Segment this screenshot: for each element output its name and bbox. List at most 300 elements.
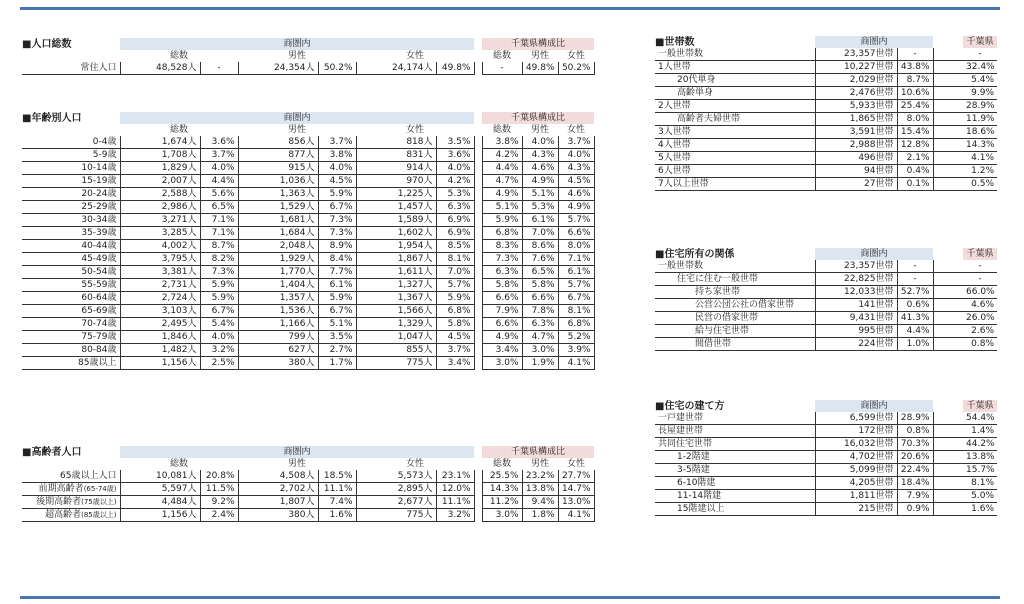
table-row xyxy=(22,201,594,214)
cell-female: 5,573人 xyxy=(356,470,436,483)
cell-ratio: 7.1% xyxy=(200,214,238,227)
spacer-cell xyxy=(933,48,963,61)
cell-pct: 0.9% xyxy=(897,503,933,516)
row-label: 高齢単身 xyxy=(655,87,815,100)
table-row xyxy=(655,260,997,273)
row-label xyxy=(22,62,120,75)
cell-c-total: 8.3% xyxy=(482,240,522,253)
cell-value: 2,988世帯 xyxy=(815,139,897,152)
table-row xyxy=(22,509,594,522)
row-label: 11-14階建 xyxy=(655,490,815,503)
cell-c-female: 6.7% xyxy=(558,292,594,305)
elderly-table xyxy=(22,446,595,522)
spacer-cell xyxy=(474,124,482,136)
table-row xyxy=(655,325,997,338)
cell-c-male: 6.5% xyxy=(522,266,558,279)
cell-pct: 4.4% xyxy=(897,325,933,338)
cell-ratio: 11.5% xyxy=(200,483,238,496)
population-subheader-row xyxy=(22,50,594,62)
cell-total: 2,495人 xyxy=(120,318,200,331)
row-label xyxy=(22,331,120,344)
cell-ratio: 3.6% xyxy=(200,136,238,149)
cell-female: 1,329人 xyxy=(356,318,436,331)
spacer-cell xyxy=(474,483,482,496)
cell-c-total: 14.3% xyxy=(482,483,522,496)
spacer-cell xyxy=(474,470,482,483)
cell-female: 775人 xyxy=(356,509,436,522)
cell-ratio: 4.0% xyxy=(200,162,238,175)
row-label: 3-5階建 xyxy=(655,464,815,477)
cell-chiba: 0.5% xyxy=(963,178,997,191)
cell-ratio: 5.9% xyxy=(200,292,238,305)
table-row xyxy=(22,496,594,509)
cell-c-female: 4.3% xyxy=(558,162,594,175)
table-row xyxy=(655,464,997,477)
cell-chiba: 44.2% xyxy=(963,438,997,451)
cell-c-female: 4.6% xyxy=(558,188,594,201)
cell-c-total: 4.9% xyxy=(482,331,522,344)
cell-pct: - xyxy=(897,273,933,286)
cell-pct: 15.4% xyxy=(897,126,933,139)
cell-chiba: - xyxy=(963,260,997,273)
cell-chiba: 9.9% xyxy=(963,87,997,100)
population-title: ■人口総数 xyxy=(22,38,72,50)
row-label xyxy=(22,188,120,201)
cell-c-female: 6.6% xyxy=(558,227,594,240)
cell-c-total: 3.0% xyxy=(482,509,522,522)
cell-c-female: 4.5% xyxy=(558,175,594,188)
cell-total: 1,482人 xyxy=(120,344,200,357)
row-label xyxy=(22,149,120,162)
cell-chiba: 13.8% xyxy=(963,451,997,464)
row-label: 一般世帯数 xyxy=(655,48,815,61)
cell-total: 2,731人 xyxy=(120,279,200,292)
cell-chiba: 66.0% xyxy=(963,286,997,299)
cell-pct: 22.4% xyxy=(897,464,933,477)
cell-pct: 0.8% xyxy=(897,425,933,438)
spacer-cell xyxy=(474,305,482,318)
cell-c-female: 7.1% xyxy=(558,253,594,266)
cell-female-pct: 5.8% xyxy=(436,318,474,331)
cell-pct: 0.6% xyxy=(897,299,933,312)
households-table xyxy=(655,36,997,191)
spacer-cell xyxy=(933,477,963,490)
spacer-cell xyxy=(474,344,482,357)
cell-male: 1,404人 xyxy=(238,279,318,292)
cell-pct: 7.9% xyxy=(897,490,933,503)
cell-male-pct: 3.5% xyxy=(318,331,356,344)
cell-female: 2,677人 xyxy=(356,496,436,509)
table-row xyxy=(22,483,594,496)
row-label: 4人世帯 xyxy=(655,139,815,152)
households-area-header: 商圏内 xyxy=(815,36,933,48)
cell-male-pct: 50.2% xyxy=(318,62,356,75)
cell-female: 1,367人 xyxy=(356,292,436,305)
cell-c-male: 23.2% xyxy=(522,470,558,483)
population-c-male-header: 男性 xyxy=(531,50,550,61)
cell-c-female: 3.7% xyxy=(558,136,594,149)
table-row xyxy=(22,279,594,292)
table-row xyxy=(22,470,594,483)
row-label: 間借世帯 xyxy=(655,338,815,351)
cell-ratio: 5.4% xyxy=(200,318,238,331)
cell-ratio: 4.4% xyxy=(200,175,238,188)
cell-female-pct: 5.9% xyxy=(436,292,474,305)
cell-male-pct: 8.9% xyxy=(318,240,356,253)
row-label: 一般世帯数 xyxy=(655,260,815,273)
cell-pct: 8.7% xyxy=(897,74,933,87)
cell-male: 1,684人 xyxy=(238,227,318,240)
row-label: 6人世帯 xyxy=(655,165,815,178)
table-row xyxy=(655,87,997,100)
cell-c-female: 5.2% xyxy=(558,331,594,344)
spacer-cell xyxy=(474,214,482,227)
spacer-cell xyxy=(474,50,482,62)
cell-c-female: 14.7% xyxy=(558,483,594,496)
row-label xyxy=(22,253,120,266)
row-label xyxy=(22,292,120,305)
row-label-text: 15-19歳 xyxy=(81,175,117,186)
cell-c-total: 4.4% xyxy=(482,162,522,175)
spacer-cell xyxy=(933,87,963,100)
spacer-cell xyxy=(474,240,482,253)
cell-male-pct: 2.7% xyxy=(318,344,356,357)
cell-total: 5,597人 xyxy=(120,483,200,496)
table-row xyxy=(655,438,997,451)
row-label: 5人世帯 xyxy=(655,152,815,165)
cell-c-male: 5.3% xyxy=(522,201,558,214)
building-chiba-header: 千葉県 xyxy=(963,400,997,412)
cell-value: 224世帯 xyxy=(815,338,897,351)
cell-c-male: 6.6% xyxy=(522,292,558,305)
table-row xyxy=(22,214,594,227)
cell-chiba: - xyxy=(963,273,997,286)
spacer-cell xyxy=(933,61,963,74)
row-label xyxy=(22,162,120,175)
cell-male: 877人 xyxy=(238,149,318,162)
cell-female: 914人 xyxy=(356,162,436,175)
row-label-text: 50-54歳 xyxy=(81,266,117,277)
row-label xyxy=(22,318,120,331)
table-row xyxy=(22,253,594,266)
table-row xyxy=(22,62,594,75)
cell-c-total: 3.0% xyxy=(482,357,522,370)
cell-value: 12,033世帯 xyxy=(815,286,897,299)
row-label xyxy=(22,175,120,188)
ownership-area-header: 商圏内 xyxy=(815,248,933,260)
cell-pct: 43.8% xyxy=(897,61,933,74)
cell-total: 1,708人 xyxy=(120,149,200,162)
cell-total: 4,002人 xyxy=(120,240,200,253)
table-row xyxy=(655,490,997,503)
cell-c-female: 4.1% xyxy=(558,357,594,370)
cell-male-pct: 5.9% xyxy=(318,188,356,201)
households-chiba-header: 千葉県 xyxy=(963,36,997,48)
cell-chiba: 15.7% xyxy=(963,464,997,477)
cell-value: 215世帯 xyxy=(815,503,897,516)
population-c-total-header: 総数 xyxy=(493,50,512,61)
cell-male-pct: 3.7% xyxy=(318,136,356,149)
row-label xyxy=(22,470,120,483)
table-row xyxy=(655,477,997,490)
cell-male: 1,681人 xyxy=(238,214,318,227)
cell-pct: 18.4% xyxy=(897,477,933,490)
cell-c-total: 7.3% xyxy=(482,253,522,266)
cell-c-total: 5.1% xyxy=(482,201,522,214)
cell-c-total: 11.2% xyxy=(482,496,522,509)
cell-pct: 28.9% xyxy=(897,412,933,425)
cell-female-pct: 3.5% xyxy=(436,136,474,149)
cell-c-female: 27.7% xyxy=(558,470,594,483)
cell-value: 4,702世帯 xyxy=(815,451,897,464)
cell-c-male: 8.6% xyxy=(522,240,558,253)
row-label-text: 25-29歳 xyxy=(81,201,117,212)
cell-female-pct: 5.3% xyxy=(436,188,474,201)
cell-male: 1,036人 xyxy=(238,175,318,188)
table-row xyxy=(655,113,997,126)
spacer-cell xyxy=(933,412,963,425)
row-label xyxy=(22,227,120,240)
table-row xyxy=(655,338,997,351)
cell-chiba: 5.0% xyxy=(963,490,997,503)
cell-c-female: 8.1% xyxy=(558,305,594,318)
spacer-cell xyxy=(474,162,482,175)
cell-ratio: 5.6% xyxy=(200,188,238,201)
cell-female: 1,047人 xyxy=(356,331,436,344)
population-area-header: 商圏内 xyxy=(120,38,474,50)
cell-c-female: 4.0% xyxy=(558,149,594,162)
cell-chiba: 0.8% xyxy=(963,338,997,351)
cell-c-female: 5.7% xyxy=(558,279,594,292)
cell-pct: 1.0% xyxy=(897,338,933,351)
row-label-note: (65-74歳) xyxy=(83,484,117,493)
row-label-text: 65歳以上人口 xyxy=(60,470,117,481)
table-row xyxy=(655,451,997,464)
cell-total: 3,285人 xyxy=(120,227,200,240)
table-row xyxy=(655,178,997,191)
cell-chiba: 11.9% xyxy=(963,113,997,126)
row-label-text: 5-9歳 xyxy=(92,149,117,160)
table-row xyxy=(655,286,997,299)
cell-value: 23,357世帯 xyxy=(815,260,897,273)
cell-value: 3,591世帯 xyxy=(815,126,897,139)
spacer-cell xyxy=(933,490,963,503)
cell-pct: 25.4% xyxy=(897,100,933,113)
cell-female-pct: 11.1% xyxy=(436,496,474,509)
cell-chiba: 1.4% xyxy=(963,425,997,438)
cell-total: 3,271人 xyxy=(120,214,200,227)
row-label: 高齢者夫婦世帯 xyxy=(655,113,815,126)
elderly-subheader-row xyxy=(22,458,594,470)
row-label xyxy=(22,496,120,509)
cell-male-pct: 6.7% xyxy=(318,305,356,318)
cell-female-pct: 4.2% xyxy=(436,175,474,188)
spacer-cell xyxy=(933,273,963,286)
spacer-cell xyxy=(474,112,482,124)
table-row xyxy=(655,61,997,74)
households-header-row xyxy=(655,36,997,48)
row-label xyxy=(22,509,120,522)
cell-chiba: 54.4% xyxy=(963,412,997,425)
row-label: 7人以上世帯 xyxy=(655,178,815,191)
row-label-text: 65-69歳 xyxy=(81,305,117,316)
cell-value: 2,476世帯 xyxy=(815,87,897,100)
cell-c-male: 7.6% xyxy=(522,253,558,266)
cell-chiba: 18.6% xyxy=(963,126,997,139)
cell-male-pct: 3.8% xyxy=(318,149,356,162)
cell-c-total: 5.8% xyxy=(482,279,522,292)
cell-ratio: 2.4% xyxy=(200,509,238,522)
spacer-cell xyxy=(933,286,963,299)
cell-c-total: 5.9% xyxy=(482,214,522,227)
spacer-cell xyxy=(933,400,963,412)
row-label xyxy=(22,305,120,318)
age-table xyxy=(22,112,595,370)
elderly-male-header: 男性 xyxy=(287,458,306,469)
cell-c-total: 4.2% xyxy=(482,149,522,162)
cell-chiba: 14.3% xyxy=(963,139,997,152)
table-row xyxy=(655,273,997,286)
spacer-cell xyxy=(933,464,963,477)
cell-ratio: 4.0% xyxy=(200,331,238,344)
population-chiba-header: 千葉県構成比 xyxy=(482,38,594,50)
row-label xyxy=(22,136,120,149)
cell-male-pct: 7.3% xyxy=(318,227,356,240)
row-label xyxy=(22,279,120,292)
row-label-text: 35-39歳 xyxy=(81,227,117,238)
cell-ratio: 7.3% xyxy=(200,266,238,279)
table-row xyxy=(655,312,997,325)
cell-c-female: 5.7% xyxy=(558,214,594,227)
cell-female: 1,566人 xyxy=(356,305,436,318)
spacer-cell xyxy=(933,139,963,152)
cell-total: 1,674人 xyxy=(120,136,200,149)
population-c-female-header: 女性 xyxy=(567,50,586,61)
cell-male-pct: 5.1% xyxy=(318,318,356,331)
cell-female-pct: 4.0% xyxy=(436,162,474,175)
cell-male-pct: 11.1% xyxy=(318,483,356,496)
cell-female-pct: 5.7% xyxy=(436,279,474,292)
cell-male: 380人 xyxy=(238,357,318,370)
cell-c-male: 5.8% xyxy=(522,279,558,292)
cell-female-pct: 23.1% xyxy=(436,470,474,483)
row-label: 15階建以上 xyxy=(655,503,815,516)
row-label: 20代単身 xyxy=(655,74,815,87)
building-table xyxy=(655,400,997,516)
cell-male: 380人 xyxy=(238,509,318,522)
top-rule xyxy=(20,7,1000,10)
age-area-header: 商圏内 xyxy=(120,112,474,124)
table-row xyxy=(22,357,594,370)
cell-female: 1,457人 xyxy=(356,201,436,214)
cell-ratio: 8.2% xyxy=(200,253,238,266)
table-row xyxy=(22,162,594,175)
row-label: 住宅に住む一般世帯 xyxy=(655,273,815,286)
row-label-text: 後期高齢者 xyxy=(36,496,82,507)
cell-value: 27世帯 xyxy=(815,178,897,191)
table-row xyxy=(655,425,997,438)
spacer-cell xyxy=(933,178,963,191)
age-c-male-header: 男性 xyxy=(531,124,550,135)
table-row xyxy=(22,344,594,357)
table-row xyxy=(22,292,594,305)
spacer-cell xyxy=(933,312,963,325)
row-label-text: 85歳以上 xyxy=(78,357,117,368)
cell-c-total: 3.4% xyxy=(482,344,522,357)
cell-c-male: 49.8% xyxy=(522,62,558,75)
cell-female: 1,867人 xyxy=(356,253,436,266)
cell-value: 1,811世帯 xyxy=(815,490,897,503)
spacer-cell xyxy=(474,188,482,201)
spacer-cell xyxy=(933,74,963,87)
cell-total: 2,724人 xyxy=(120,292,200,305)
spacer-cell xyxy=(933,325,963,338)
population-female-header: 女性 xyxy=(406,50,425,61)
age-total-header: 総数 xyxy=(169,124,188,135)
cell-male: 1,529人 xyxy=(238,201,318,214)
table-row xyxy=(22,149,594,162)
table-row xyxy=(22,331,594,344)
cell-pct: 20.6% xyxy=(897,451,933,464)
cell-c-total: 25.5% xyxy=(482,470,522,483)
spacer-cell xyxy=(933,36,963,48)
cell-value: 1,865世帯 xyxy=(815,113,897,126)
cell-chiba: 1.2% xyxy=(963,165,997,178)
spacer-cell xyxy=(933,113,963,126)
row-label xyxy=(22,214,120,227)
cell-female: 1,589人 xyxy=(356,214,436,227)
cell-ratio: 6.5% xyxy=(200,201,238,214)
row-label: 1人世帯 xyxy=(655,61,815,74)
cell-female: 1,327人 xyxy=(356,279,436,292)
cell-c-male: 4.3% xyxy=(522,149,558,162)
cell-female: 1,602人 xyxy=(356,227,436,240)
cell-value: 995世帯 xyxy=(815,325,897,338)
row-label: 民営の借家世帯 xyxy=(655,312,815,325)
table-row xyxy=(655,48,997,61)
cell-male: 1,166人 xyxy=(238,318,318,331)
table-row xyxy=(655,139,997,152)
cell-male: 799人 xyxy=(238,331,318,344)
cell-ratio: 7.1% xyxy=(200,227,238,240)
ownership-title: ■住宅所有の関係 xyxy=(655,248,735,260)
population-header-row xyxy=(22,38,594,50)
spacer-cell xyxy=(474,509,482,522)
cell-female-pct: 3.4% xyxy=(436,357,474,370)
cell-chiba: 1.6% xyxy=(963,503,997,516)
table-row xyxy=(655,126,997,139)
cell-chiba: 28.9% xyxy=(963,100,997,113)
row-label-text: 超高齢者 xyxy=(45,509,82,520)
age-c-female-header: 女性 xyxy=(567,124,586,135)
cell-male-pct: 4.0% xyxy=(318,162,356,175)
table-row xyxy=(655,503,997,516)
cell-total: 1,846人 xyxy=(120,331,200,344)
cell-female-pct: 6.8% xyxy=(436,305,474,318)
cell-value: 4,205世帯 xyxy=(815,477,897,490)
row-label-text: 45-49歳 xyxy=(81,253,117,264)
cell-c-total: 4.7% xyxy=(482,175,522,188)
spacer-cell xyxy=(474,357,482,370)
cell-female: 1,611人 xyxy=(356,266,436,279)
cell-total: 3,795人 xyxy=(120,253,200,266)
cell-c-male: 4.6% xyxy=(522,162,558,175)
cell-male-pct: 4.5% xyxy=(318,175,356,188)
row-label: 持ち家世帯 xyxy=(655,286,815,299)
population-male-header: 男性 xyxy=(287,50,306,61)
cell-c-female: 4.1% xyxy=(558,509,594,522)
cell-male: 2,048人 xyxy=(238,240,318,253)
